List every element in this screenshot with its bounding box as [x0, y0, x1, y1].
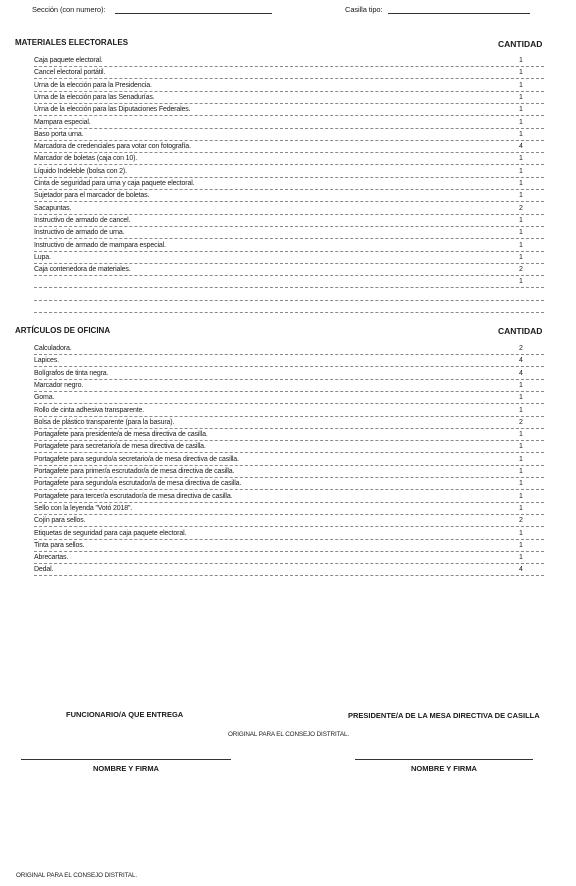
item-label: Tinta para sellos.: [34, 541, 85, 549]
item-label: Bolígrafos de tinta negra.: [34, 369, 109, 377]
funcionario-title: FUNCIONARIO/A QUE ENTREGA: [66, 710, 184, 719]
dashed-divider: [34, 403, 544, 404]
item-label: Portagafete para presidente/a de mesa directiva de casilla.: [34, 431, 208, 439]
list-item: [34, 344, 544, 356]
dashed-divider: [34, 214, 544, 215]
dashed-divider: [34, 140, 544, 141]
item-label: Abrecartas.: [34, 554, 69, 562]
item-label: Líquido Indeleble (bolsa con 2).: [34, 167, 127, 175]
list-item: [34, 302, 544, 314]
item-quantity: 4: [519, 357, 523, 365]
dashed-divider: [34, 189, 544, 190]
item-quantity: 1: [519, 106, 523, 114]
item-quantity: 1: [519, 554, 523, 562]
item-label: Portagafete para secretario/a de mesa directiva de casilla.: [34, 443, 206, 451]
dashed-divider: [34, 575, 544, 576]
item-quantity: 1: [519, 69, 523, 77]
list-item: [34, 167, 544, 179]
item-label: Instructivo de armado de mampara especial.: [34, 241, 166, 249]
item-label: Instructivo de armado de urna.: [34, 229, 125, 237]
presidente-title: PRESIDENTE/A DE LA MESA DIRECTIVA DE CASILLA: [348, 711, 540, 720]
dashed-divider: [34, 354, 544, 355]
item-label: Portagafete para tercer/a escrutador/a de mesa directiva de casilla.: [34, 492, 233, 500]
dashed-divider: [34, 379, 544, 380]
item-label: Sujetador para el marcador de boletas.: [34, 192, 150, 200]
materiales-title: MATERIALES ELECTORALES: [15, 38, 129, 47]
dashed-divider: [34, 263, 544, 264]
item-quantity: 1: [519, 93, 523, 101]
item-label: Rollo de cinta adhesiva transparente.: [34, 406, 145, 414]
list-item: [34, 179, 544, 191]
item-quantity: 1: [519, 381, 523, 389]
dashed-divider: [34, 251, 544, 252]
dashed-divider: [34, 177, 544, 178]
list-item: [34, 529, 544, 541]
item-quantity: 1: [519, 443, 523, 451]
item-quantity: 2: [519, 345, 523, 352]
original-note-footer: ORIGINAL PARA EL CONSEJO DISTRITAL.: [16, 872, 138, 879]
list-item: [34, 81, 544, 93]
dashed-divider: [34, 465, 544, 466]
item-quantity: 1: [519, 81, 523, 89]
dashed-divider: [34, 514, 544, 515]
item-label: Portagafete para primer/a escrutador/a de mesa directiva de casilla.: [34, 468, 235, 475]
list-item: [34, 479, 544, 491]
list-item: [34, 369, 544, 381]
list-item: [34, 455, 544, 467]
list-item: [34, 142, 544, 154]
item-label: Sacapuntas.: [34, 204, 72, 212]
list-item: [34, 516, 544, 528]
dashed-divider: [34, 91, 544, 92]
dashed-divider: [34, 152, 544, 153]
item-quantity: 1: [519, 118, 523, 126]
item-label: Caja contenedora de materiales.: [34, 266, 131, 274]
dashed-divider: [34, 539, 544, 540]
item-quantity: 1: [519, 192, 523, 200]
list-item: [34, 381, 544, 393]
list-item: [34, 56, 544, 68]
item-quantity: 1: [519, 167, 523, 175]
dashed-divider: [34, 563, 544, 564]
item-quantity: 1: [519, 468, 523, 475]
dashed-divider: [34, 300, 544, 301]
list-item: [34, 93, 544, 105]
item-quantity: 1: [519, 180, 523, 187]
item-quantity: 1: [519, 480, 523, 488]
list-item: [34, 191, 544, 203]
dashed-divider: [34, 416, 544, 417]
item-quantity: 1: [519, 130, 523, 138]
materiales-qty-header: CANTIDAD: [498, 39, 543, 49]
dashed-divider: [34, 391, 544, 392]
item-quantity: 4: [519, 566, 523, 574]
item-quantity: 1: [519, 492, 523, 500]
list-item: [34, 204, 544, 216]
item-quantity: 1: [519, 406, 523, 414]
item-quantity: 2: [519, 517, 523, 525]
item-label: Portagafete para segundo/a escrutador/a de mesa directiva de casilla.: [34, 480, 242, 488]
list-item: [34, 105, 544, 117]
dashed-divider: [34, 526, 544, 527]
item-quantity: 4: [519, 369, 523, 377]
seccion-label: Sección (con numero):: [32, 5, 106, 14]
presidente-sign-label: NOMBRE Y FIRMA: [411, 764, 477, 773]
funcionario-sign-label: NOMBRE Y FIRMA: [93, 764, 159, 773]
casilla-field[interactable]: [388, 13, 530, 14]
item-label: Baso porta urna.: [34, 130, 84, 138]
item-quantity: 1: [519, 278, 523, 286]
dashed-divider: [34, 477, 544, 478]
presidente-signature-line[interactable]: [355, 759, 533, 760]
dashed-divider: [34, 366, 544, 367]
item-label: Sello con la leyenda "Votó 2018".: [34, 504, 133, 512]
item-label: Portagafete para segundo/a secretario/a de mesa directiva de casilla.: [34, 455, 239, 463]
item-label: Calculadora.: [34, 345, 72, 352]
dashed-divider: [34, 428, 544, 429]
item-label: Urna de la elección para la Presidencia.: [34, 81, 152, 89]
dashed-divider: [34, 128, 544, 129]
list-item: [34, 504, 544, 516]
item-quantity: 1: [519, 229, 523, 237]
list-item: [34, 130, 544, 142]
dashed-divider: [34, 489, 544, 490]
item-label: Bolsa de plástico transparente (para la basura).: [34, 418, 175, 426]
list-item: [34, 241, 544, 253]
dashed-divider: [34, 551, 544, 552]
item-quantity: 1: [519, 253, 523, 261]
item-label: Lupa.: [34, 253, 51, 261]
item-quantity: 1: [519, 241, 523, 249]
list-item: [34, 154, 544, 166]
item-label: Mampara especial.: [34, 118, 91, 126]
item-label: Cinta de seguridad para urna y caja paquete electoral.: [34, 180, 195, 187]
list-item: [34, 118, 544, 130]
list-item: [34, 253, 544, 265]
dashed-divider: [34, 238, 544, 239]
dashed-divider: [34, 66, 544, 67]
list-item: [34, 393, 544, 405]
item-label: Marcadora de credenciales para votar con fotografía.: [34, 143, 191, 151]
list-item: [34, 442, 544, 454]
dashed-divider: [34, 312, 544, 313]
list-item: [34, 228, 544, 240]
item-label: Urna de la elección para las Senadurías.: [34, 93, 155, 101]
dashed-divider: [34, 78, 544, 79]
item-label: Etiquetas de seguridad para caja paquete electoral.: [34, 529, 187, 537]
item-label: Marcador de boletas (caja con 10).: [34, 155, 138, 163]
item-quantity: 1: [519, 431, 523, 439]
list-item: [34, 406, 544, 418]
item-label: Dedal.: [34, 566, 54, 574]
item-quantity: 1: [519, 394, 523, 402]
dashed-divider: [34, 287, 544, 288]
item-label: Caja paquete electoral.: [34, 57, 103, 64]
dashed-divider: [34, 115, 544, 116]
item-label: Instructivo de armado de cancel.: [34, 216, 131, 224]
item-quantity: 1: [519, 57, 523, 64]
seccion-field[interactable]: [115, 13, 272, 14]
list-item: [34, 492, 544, 504]
item-quantity: 4: [519, 143, 523, 151]
list-item: [34, 565, 544, 577]
item-label: Urna de la elección para las Diputaciones Federales.: [34, 106, 191, 114]
dashed-divider: [34, 440, 544, 441]
list-item: [34, 216, 544, 228]
oficina-qty-header: CANTIDAD: [498, 326, 543, 336]
dashed-divider: [34, 502, 544, 503]
dashed-divider: [34, 452, 544, 453]
dashed-divider: [34, 201, 544, 202]
dashed-divider: [34, 164, 544, 165]
item-quantity: 1: [519, 216, 523, 224]
dashed-divider: [34, 275, 544, 276]
list-item: [34, 418, 544, 430]
list-item: [34, 467, 544, 479]
item-label: Goma.: [34, 394, 55, 402]
list-item: [34, 290, 544, 302]
item-quantity: 1: [519, 455, 523, 463]
list-item: [34, 541, 544, 553]
list-item: [34, 68, 544, 80]
item-label: Marcador negro.: [34, 381, 84, 389]
dashed-divider: [34, 103, 544, 104]
item-quantity: 1: [519, 541, 523, 549]
list-item: [34, 430, 544, 442]
oficina-title: ARTÍCULOS DE OFICINA: [15, 326, 111, 335]
item-quantity: 1: [519, 155, 523, 163]
item-label: Cancel electoral portátil.: [34, 69, 106, 77]
list-item: [34, 265, 544, 277]
casilla-label: Casilla tipo:: [345, 5, 383, 14]
funcionario-signature-line[interactable]: [21, 759, 231, 760]
item-quantity: 2: [519, 266, 523, 274]
list-item: [34, 277, 544, 289]
item-quantity: 2: [519, 204, 523, 212]
list-item: [34, 553, 544, 565]
dashed-divider: [34, 226, 544, 227]
item-label: Lapices.: [34, 357, 59, 365]
item-quantity: 1: [519, 529, 523, 537]
item-label: Cojín para sellos.: [34, 517, 86, 525]
list-item: [34, 356, 544, 368]
item-quantity: 2: [519, 418, 523, 426]
original-note-middle: ORIGINAL PARA EL CONSEJO DISTRITAL.: [228, 731, 350, 738]
item-quantity: 1: [519, 504, 523, 512]
